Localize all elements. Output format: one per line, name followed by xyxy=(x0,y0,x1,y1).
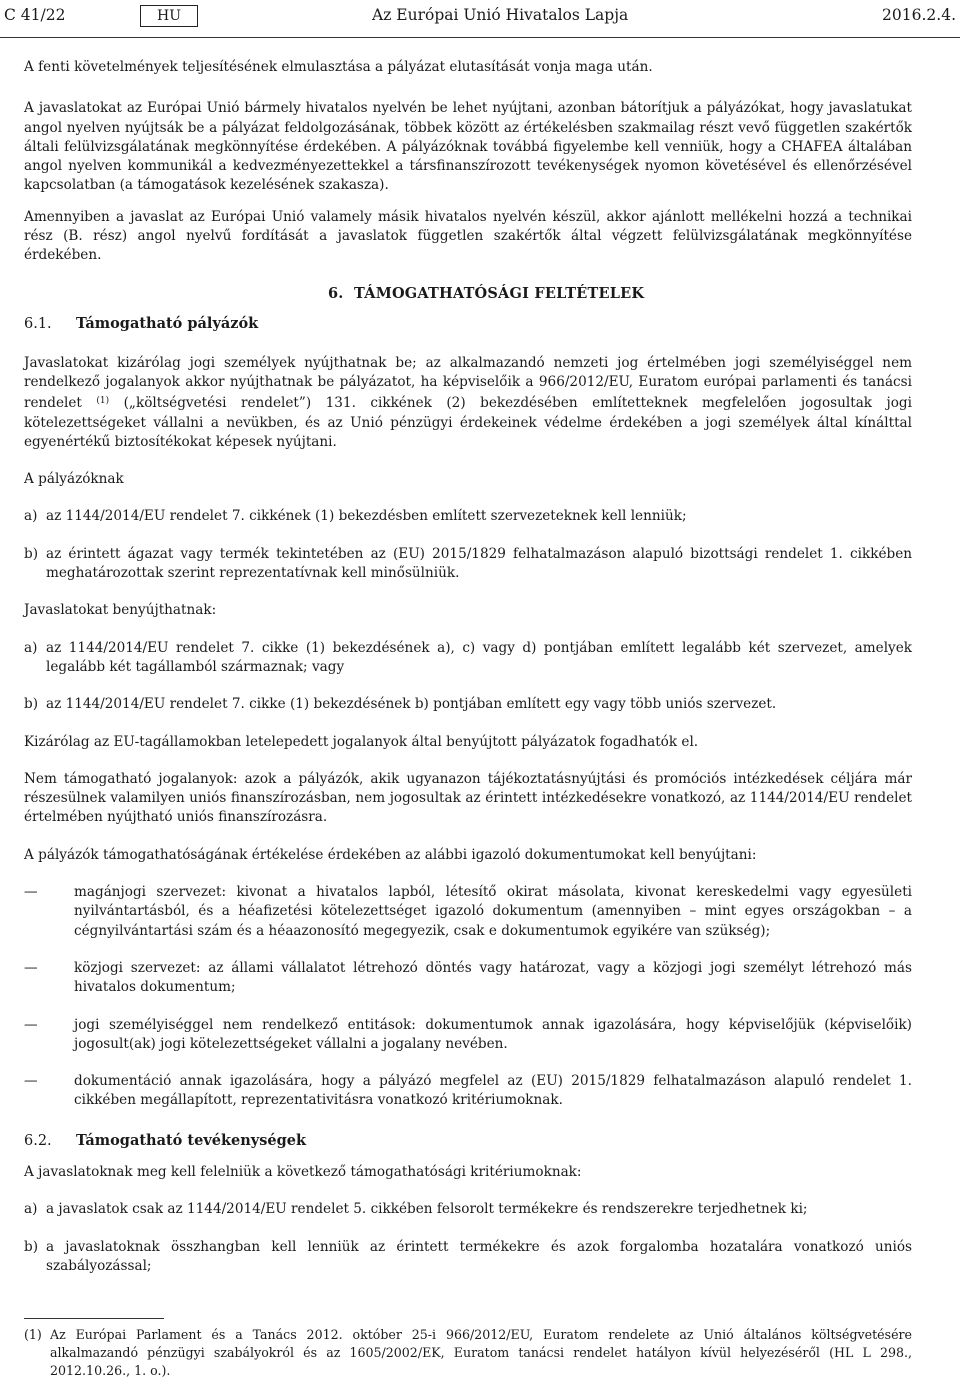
dash-marker: — xyxy=(24,959,38,976)
item-text: magánjogi szervezet: kivonat a hivatalos lapból, létesítő okirat másolata, kivonat kereskedelmi vagy egyesületi nyilvántartásból, és a héafizetési kötelezettséget igazoló dokumentum (amennyiben – mint egyes országokban – a cégnyilvántartási szám és a héaazonosító megegyezik, csak e dokumentumok egyikére van szükség); xyxy=(74,884,912,939)
paragraph-documents-intro: A pályázók támogathatóságának értékelése érdekében az alábbi igazoló dokumentumokat kell benyújtani: xyxy=(24,846,757,863)
section-6-number: 6. xyxy=(328,284,344,302)
subsection-6-1-number: 6.1. xyxy=(24,315,52,332)
header-divider xyxy=(0,37,960,38)
subsection-6-1-text: Támogatható pályázók xyxy=(76,314,259,332)
section-6-title xyxy=(328,284,644,303)
paragraph-languages: A javaslatokat az Európai Unió bármely hivatalos nyelvén be lehet nyújtani, azonban bátorítjuk a pályázókat, hogy javaslatukat angol nyelven nyújtsák be a pályázat feldolgozásának, többek között az értékelésben szakmailag részt vevő független szakértők általi felülvizsgálatának megkönnyítése érdekében. A pályázóknak továbbá figyelembe kell venniük, hogy a CHAFEA általában angol nyelven kommunikál a kedvezményezettekkel a társfinanszírozott tevékenységek nyomon követésével és ellenőrzésével kapcsolatban (a támogatások kezelésének szakasza). xyxy=(24,100,912,194)
eligible-text-start: Javaslatokat kizárólag jogi személyek nyújthatnak be; az alkalmazandó nemzeti jog értelmében jogi személyiséggel nem rendelkező jogalanyok akkor nyújthatnak be pályázatot, ha képviselőik a 966/2012/EU, Euratom európai parlamenti és tanácsi rendelet xyxy=(24,354,912,412)
list-item xyxy=(24,1238,912,1277)
dash-marker: — xyxy=(24,884,38,901)
item-text: jogi személyiséggel nem rendelkező entitások: dokumentumok annak igazolására, hogy képviselőjük (képviselőik) jogosult(ak) jogi kötelezettségeket vállalni a jogalany nevében. xyxy=(74,1016,912,1052)
list-item xyxy=(24,639,912,678)
dash-marker: — xyxy=(24,1073,38,1090)
item-text: a javaslatok csak az 1144/2014/EU rendelet 5. cikkében felsorolt termékekre és rendszerekre terjedhetnek ki; xyxy=(46,1201,808,1218)
subsection-6-2-text: Támogatható tevékenységek xyxy=(76,1131,307,1149)
eligible-text-end: („költségvetési rendelet”) 131. cikkének (2) bekezdésében említetteknek megfelelően jogosultak jogi kötelezettségeket vállalni a nevükben, és az Unió pénzügyi érdekeinek védelme érdekében a jogi személyek által kínálttal egyenértékű biztosítékokat képesek nyújtani. xyxy=(24,395,912,450)
item-label: b) xyxy=(24,696,39,713)
footnote-divider xyxy=(24,1318,164,1319)
paragraph-eu-only: Kizárólag az EU-tagállamokban letelepedett jogalanyok által benyújtott pályázatok fogadhatók el. xyxy=(24,733,699,750)
item-text: az érintett ágazat vagy termék tekintetében az (EU) 2015/1829 felhatalmazáson alapuló bizottsági rendelet 1. cikkében meghatározottak szerint reprezentatívnak kell minősülniük. xyxy=(46,545,912,582)
paragraph-eligible-entities xyxy=(24,354,912,452)
page-reference: C 41/22 xyxy=(4,6,66,24)
footnote-reference: (1) xyxy=(96,396,110,407)
list-item xyxy=(24,959,912,998)
list-item xyxy=(24,883,912,941)
submitters-label: Javaslatokat benyújthatnak: xyxy=(24,602,217,619)
item-label: a) xyxy=(24,508,38,525)
list-item xyxy=(24,545,912,584)
footnote-marker: (1) xyxy=(24,1327,42,1342)
applicants-label: A pályázóknak xyxy=(24,471,124,488)
section-6-heading xyxy=(24,284,912,342)
subsection-6-1-title xyxy=(24,314,258,334)
journal-title: Az Európai Unió Hivatalos Lapja xyxy=(372,6,629,24)
item-label: a) xyxy=(24,639,38,656)
item-text: az 1144/2014/EU rendelet 7. cikke (1) bekezdésének b) pontjában említett egy vagy több uniós szervezet. xyxy=(46,696,777,713)
item-label: a) xyxy=(24,1201,38,1218)
list-item xyxy=(24,1016,912,1055)
section-6-text: TÁMOGATHATÓSÁGI FELTÉTELEK xyxy=(354,284,645,302)
paragraph-criteria-intro: A javaslatoknak meg kell felelniük a következő támogathatósági kritériumoknak: xyxy=(24,1163,582,1180)
paragraph-translation: Amennyiben a javaslat az Európai Unió valamely másik hivatalos nyelvén készül, akkor ajánlott mellékelni hozzá a technikai rész (B. rész) angol nyelvű fordítását a javaslatok független szakértők által végzett felülvizsgálatának megkönnyítése érdekében. xyxy=(24,208,912,264)
list-item xyxy=(24,1072,912,1111)
paragraph-not-eligible: Nem támogatható jogalanyok: azok a pályázók, akik ugyanazon tájékoztatásnyújtási és promóciós intézkedések céljára már részesülnek valamilyen uniós finanszírozásban, nem jogosultak az érintett intézkedésekre vonatkozó, az 1144/2014/EU rendelet értelmében nyújtható uniós finanszírozásra. xyxy=(24,770,912,826)
dash-marker: — xyxy=(24,1016,38,1033)
publication-date: 2016.2.4. xyxy=(882,6,956,24)
page-header xyxy=(4,2,956,28)
subsection-6-2-number: 6.2. xyxy=(24,1132,52,1149)
item-label: b) xyxy=(24,1238,39,1255)
item-text: dokumentáció annak igazolására, hogy a pályázó megfelel az (EU) 2015/1829 felhatalmazáson alapuló rendelet 1. cikkében megállapított, reprezentativitásra vonatkozó kritériumoknak. xyxy=(74,1073,912,1109)
language-code-box: HU xyxy=(140,5,198,27)
subsection-6-2-title xyxy=(24,1131,912,1151)
item-text: az 1144/2014/EU rendelet 7. cikke (1) bekezdésének a), c) vagy d) pontjában említett legalább két szervezet, amelyek legalább két tagállamból származnak; vagy xyxy=(46,639,912,675)
list-item xyxy=(24,1200,912,1219)
item-text: a javaslatoknak összhangban kell lenniük az érintett termékekre és azok forgalomba hozatalára vonatkozó uniós szabályozással; xyxy=(46,1238,912,1274)
item-text: közjogi szervezet: az állami vállalatot létrehozó döntés vagy határozat, vagy a közjogi jogi személyt létrehozó más hivatalos dokumentum; xyxy=(74,959,912,996)
main-content xyxy=(24,58,912,1276)
footnote-text: Az Európai Parlament és a Tanács 2012. október 25-i 966/2012/EU, Euratom rendelete az Unió általános költségvetésére alkalmazandó pénzügyi szabályokról és az 1605/2002/EK, Euratom tanácsi rendelet hatályon kívül helyezéséről (HL L 298., 2012.10.26., 1. o.). xyxy=(50,1327,912,1378)
item-label: b) xyxy=(24,545,39,562)
item-text: az 1144/2014/EU rendelet 7. cikkének (1) bekezdésben említett szervezeteknek kell lenniük; xyxy=(46,508,687,525)
paragraph-requirements: A fenti követelmények teljesítésének elmulasztása a pályázat elutasítását vonja maga után. xyxy=(24,59,653,75)
list-item xyxy=(24,695,912,714)
list-item xyxy=(24,507,912,526)
footnote xyxy=(24,1326,912,1380)
